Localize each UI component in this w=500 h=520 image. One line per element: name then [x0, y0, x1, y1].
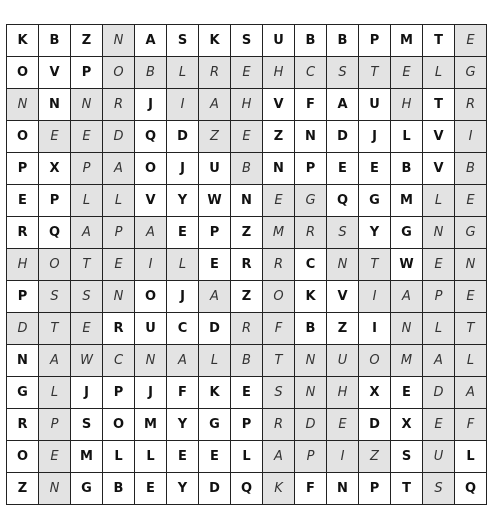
grid-cell[interactable]: F [167, 377, 199, 409]
grid-cell[interactable]: M [263, 217, 295, 249]
grid-cell[interactable]: E [455, 185, 487, 217]
grid-cell[interactable]: N [39, 89, 71, 121]
grid-cell[interactable]: Z [231, 217, 263, 249]
grid-cell[interactable]: D [327, 121, 359, 153]
grid-cell[interactable]: T [39, 313, 71, 345]
grid-cell[interactable]: N [295, 345, 327, 377]
grid-cell[interactable]: L [103, 185, 135, 217]
grid-cell[interactable]: V [327, 281, 359, 313]
grid-cell[interactable]: N [103, 281, 135, 313]
grid-cell[interactable]: I [167, 89, 199, 121]
word-search-grid [6, 24, 487, 505]
grid-cell[interactable]: A [263, 441, 295, 473]
grid-cell[interactable]: P [423, 281, 455, 313]
grid-cell[interactable]: S [167, 25, 199, 57]
grid-cell[interactable]: A [103, 153, 135, 185]
grid-cell[interactable]: Y [167, 473, 199, 505]
grid-cell[interactable]: J [167, 281, 199, 313]
grid-cell[interactable]: E [71, 121, 103, 153]
grid-cell[interactable]: A [199, 89, 231, 121]
grid-cell[interactable]: R [231, 313, 263, 345]
grid-cell[interactable]: E [39, 121, 71, 153]
grid-cell[interactable]: W [71, 345, 103, 377]
grid-cell[interactable]: E [7, 185, 39, 217]
grid-cell[interactable]: N [327, 249, 359, 281]
grid-cell[interactable]: Z [359, 441, 391, 473]
grid-cell[interactable]: D [103, 121, 135, 153]
grid-cell[interactable]: B [455, 153, 487, 185]
grid-cell[interactable]: M [391, 25, 423, 57]
grid-cell[interactable]: U [135, 313, 167, 345]
grid-cell[interactable]: A [71, 217, 103, 249]
grid-cell[interactable]: L [167, 57, 199, 89]
grid-cell[interactable]: N [455, 249, 487, 281]
grid-cell[interactable]: Z [263, 121, 295, 153]
grid-cell[interactable]: D [423, 377, 455, 409]
grid-cell[interactable]: S [327, 57, 359, 89]
grid-cell[interactable]: K [199, 377, 231, 409]
grid-cell[interactable]: M [135, 409, 167, 441]
grid-cell[interactable]: H [263, 57, 295, 89]
grid-cell[interactable]: X [359, 377, 391, 409]
grid-cell[interactable]: Q [455, 473, 487, 505]
grid-cell[interactable]: O [263, 281, 295, 313]
grid-cell[interactable]: E [39, 441, 71, 473]
grid-cell[interactable]: H [7, 249, 39, 281]
grid-cell[interactable]: Y [167, 185, 199, 217]
grid-cell[interactable]: E [231, 57, 263, 89]
grid-cell[interactable]: E [167, 441, 199, 473]
grid-cell[interactable]: G [359, 185, 391, 217]
grid-cell[interactable]: S [263, 377, 295, 409]
grid-cell[interactable]: K [199, 25, 231, 57]
grid-cell[interactable]: R [455, 89, 487, 121]
grid-cell[interactable]: C [295, 249, 327, 281]
grid-cell[interactable]: N [295, 121, 327, 153]
grid-cell[interactable]: A [199, 281, 231, 313]
grid-cell[interactable]: R [7, 217, 39, 249]
grid-cell[interactable]: E [135, 473, 167, 505]
grid-cell[interactable]: J [71, 377, 103, 409]
grid-cell[interactable]: L [167, 249, 199, 281]
grid-cell[interactable]: Y [167, 409, 199, 441]
grid-cell[interactable]: G [7, 377, 39, 409]
grid-cell[interactable]: N [39, 473, 71, 505]
grid-cell[interactable]: E [327, 153, 359, 185]
grid-cell[interactable]: N [7, 89, 39, 121]
grid-cell[interactable]: E [391, 57, 423, 89]
grid-cell[interactable]: P [39, 185, 71, 217]
grid-cell[interactable]: R [295, 217, 327, 249]
grid-cell[interactable]: N [327, 473, 359, 505]
grid-cell[interactable]: V [423, 153, 455, 185]
grid-cell[interactable]: X [391, 409, 423, 441]
grid-cell[interactable]: E [359, 153, 391, 185]
grid-cell[interactable]: R [103, 89, 135, 121]
grid-cell[interactable]: V [263, 89, 295, 121]
grid-cell[interactable]: E [103, 249, 135, 281]
grid-cell[interactable]: R [263, 249, 295, 281]
grid-cell[interactable]: I [135, 249, 167, 281]
grid-cell[interactable]: E [71, 313, 103, 345]
grid-cell[interactable]: T [423, 25, 455, 57]
grid-cell[interactable]: O [135, 153, 167, 185]
grid-cell[interactable]: K [295, 281, 327, 313]
grid-cell[interactable]: O [135, 281, 167, 313]
grid-cell[interactable]: S [39, 281, 71, 313]
grid-cell[interactable]: L [423, 185, 455, 217]
grid-cell[interactable]: T [359, 57, 391, 89]
grid-cell[interactable]: O [7, 441, 39, 473]
grid-cell[interactable]: A [455, 377, 487, 409]
grid-cell[interactable]: N [103, 25, 135, 57]
grid-cell[interactable]: J [359, 121, 391, 153]
grid-cell[interactable]: N [135, 345, 167, 377]
grid-cell[interactable]: L [423, 313, 455, 345]
grid-cell[interactable]: P [231, 409, 263, 441]
grid-cell[interactable]: S [231, 25, 263, 57]
grid-cell[interactable]: O [103, 57, 135, 89]
grid-cell[interactable]: E [423, 249, 455, 281]
grid-cell[interactable]: L [103, 441, 135, 473]
grid-cell[interactable]: Q [39, 217, 71, 249]
grid-cell[interactable]: P [295, 441, 327, 473]
grid-cell[interactable]: J [167, 153, 199, 185]
grid-cell[interactable]: G [455, 57, 487, 89]
grid-cell[interactable]: E [423, 409, 455, 441]
grid-cell[interactable]: E [199, 441, 231, 473]
grid-cell[interactable]: C [295, 57, 327, 89]
grid-cell[interactable]: A [135, 25, 167, 57]
grid-cell[interactable]: Z [7, 473, 39, 505]
grid-cell[interactable]: V [423, 121, 455, 153]
grid-cell[interactable]: L [135, 441, 167, 473]
grid-cell[interactable]: L [231, 441, 263, 473]
grid-cell[interactable]: A [423, 345, 455, 377]
grid-cell[interactable]: D [359, 409, 391, 441]
grid-cell[interactable]: J [135, 89, 167, 121]
grid-cell[interactable]: D [199, 313, 231, 345]
grid-cell[interactable]: I [359, 281, 391, 313]
grid-cell[interactable]: A [391, 281, 423, 313]
grid-cell[interactable]: N [423, 217, 455, 249]
grid-cell[interactable]: R [231, 249, 263, 281]
grid-cell[interactable]: N [71, 89, 103, 121]
grid-cell[interactable]: X [39, 153, 71, 185]
grid-cell[interactable]: V [135, 185, 167, 217]
grid-cell[interactable]: P [359, 25, 391, 57]
grid-cell[interactable]: W [199, 185, 231, 217]
grid-cell[interactable]: P [103, 217, 135, 249]
grid-cell[interactable]: R [103, 313, 135, 345]
grid-cell[interactable]: C [167, 313, 199, 345]
grid-cell[interactable]: S [423, 473, 455, 505]
grid-cell[interactable]: P [295, 153, 327, 185]
grid-cell[interactable]: B [391, 153, 423, 185]
grid-cell[interactable]: F [295, 89, 327, 121]
grid-cell[interactable]: L [455, 345, 487, 377]
grid-cell[interactable]: K [7, 25, 39, 57]
grid-cell[interactable]: L [455, 441, 487, 473]
grid-cell[interactable]: S [327, 217, 359, 249]
grid-cell[interactable]: T [359, 249, 391, 281]
grid-cell[interactable]: G [391, 217, 423, 249]
grid-cell[interactable]: T [455, 313, 487, 345]
grid-cell[interactable]: N [391, 313, 423, 345]
grid-cell[interactable]: G [71, 473, 103, 505]
grid-cell[interactable]: F [295, 473, 327, 505]
grid-cell[interactable]: E [391, 377, 423, 409]
grid-cell[interactable]: Z [199, 121, 231, 153]
grid-cell[interactable]: D [167, 121, 199, 153]
grid-cell[interactable]: B [135, 57, 167, 89]
grid-cell[interactable]: V [39, 57, 71, 89]
grid-cell[interactable]: S [391, 441, 423, 473]
grid-cell[interactable]: E [231, 121, 263, 153]
grid-cell[interactable]: P [39, 409, 71, 441]
grid-cell[interactable]: P [7, 153, 39, 185]
grid-cell[interactable]: P [71, 153, 103, 185]
grid-cell[interactable]: Z [71, 25, 103, 57]
grid-cell[interactable]: A [167, 345, 199, 377]
grid-cell[interactable]: L [199, 345, 231, 377]
grid-cell[interactable]: L [71, 185, 103, 217]
grid-cell[interactable]: B [39, 25, 71, 57]
grid-cell[interactable]: G [199, 409, 231, 441]
grid-cell[interactable]: O [7, 121, 39, 153]
grid-cell[interactable]: F [455, 409, 487, 441]
grid-cell[interactable]: L [39, 377, 71, 409]
grid-cell[interactable]: A [39, 345, 71, 377]
grid-cell[interactable]: E [167, 217, 199, 249]
grid-cell[interactable]: H [327, 377, 359, 409]
grid-cell[interactable]: I [455, 121, 487, 153]
grid-cell[interactable]: Z [327, 313, 359, 345]
grid-cell[interactable]: T [263, 345, 295, 377]
grid-cell[interactable]: H [391, 89, 423, 121]
grid-cell[interactable]: Z [231, 281, 263, 313]
grid-cell[interactable]: N [295, 377, 327, 409]
grid-cell[interactable]: P [359, 473, 391, 505]
grid-cell[interactable]: B [295, 25, 327, 57]
grid-cell[interactable]: M [71, 441, 103, 473]
grid-cell[interactable]: E [231, 377, 263, 409]
grid-cell[interactable]: S [71, 409, 103, 441]
grid-cell[interactable]: P [7, 281, 39, 313]
grid-cell[interactable]: B [231, 345, 263, 377]
grid-cell[interactable]: B [231, 153, 263, 185]
grid-cell[interactable]: B [295, 313, 327, 345]
grid-cell[interactable]: Q [135, 121, 167, 153]
grid-cell[interactable]: O [39, 249, 71, 281]
grid-cell[interactable]: E [199, 249, 231, 281]
grid-cell[interactable]: R [7, 409, 39, 441]
grid-cell[interactable]: E [455, 25, 487, 57]
grid-cell[interactable]: A [135, 217, 167, 249]
grid-cell[interactable]: D [295, 409, 327, 441]
grid-cell[interactable]: L [391, 121, 423, 153]
grid-cell[interactable]: P [103, 377, 135, 409]
grid-cell[interactable]: W [391, 249, 423, 281]
grid-cell[interactable]: O [103, 409, 135, 441]
grid-cell[interactable]: Q [231, 473, 263, 505]
grid-cell[interactable]: Y [359, 217, 391, 249]
grid-cell[interactable]: O [7, 57, 39, 89]
grid-cell[interactable]: N [7, 345, 39, 377]
grid-cell[interactable]: U [199, 153, 231, 185]
grid-cell[interactable]: P [71, 57, 103, 89]
grid-cell[interactable]: E [455, 281, 487, 313]
grid-cell[interactable]: D [199, 473, 231, 505]
grid-cell[interactable]: L [423, 57, 455, 89]
grid-cell[interactable]: M [391, 185, 423, 217]
grid-cell[interactable]: S [71, 281, 103, 313]
grid-cell[interactable]: T [423, 89, 455, 121]
grid-cell[interactable]: U [423, 441, 455, 473]
grid-cell[interactable]: A [327, 89, 359, 121]
grid-cell[interactable]: C [103, 345, 135, 377]
grid-cell[interactable]: D [7, 313, 39, 345]
grid-cell[interactable]: R [263, 409, 295, 441]
grid-cell[interactable]: M [391, 345, 423, 377]
grid-cell[interactable]: E [263, 185, 295, 217]
grid-cell[interactable]: T [71, 249, 103, 281]
grid-cell[interactable]: U [327, 345, 359, 377]
grid-cell[interactable]: N [263, 153, 295, 185]
grid-cell[interactable]: J [135, 377, 167, 409]
grid-cell[interactable]: O [359, 345, 391, 377]
grid-cell[interactable]: U [359, 89, 391, 121]
grid-cell[interactable]: H [231, 89, 263, 121]
grid-cell[interactable]: R [199, 57, 231, 89]
grid-cell[interactable]: E [327, 409, 359, 441]
grid-cell[interactable]: I [359, 313, 391, 345]
grid-cell[interactable]: G [455, 217, 487, 249]
grid-cell[interactable]: Q [327, 185, 359, 217]
grid-cell[interactable]: K [263, 473, 295, 505]
grid-cell[interactable]: G [295, 185, 327, 217]
grid-cell[interactable]: B [327, 25, 359, 57]
grid-cell[interactable]: T [391, 473, 423, 505]
grid-cell[interactable]: I [327, 441, 359, 473]
grid-cell[interactable]: B [103, 473, 135, 505]
grid-cell[interactable]: F [263, 313, 295, 345]
grid-cell[interactable]: P [199, 217, 231, 249]
grid-cell[interactable]: N [231, 185, 263, 217]
grid-cell[interactable]: U [263, 25, 295, 57]
